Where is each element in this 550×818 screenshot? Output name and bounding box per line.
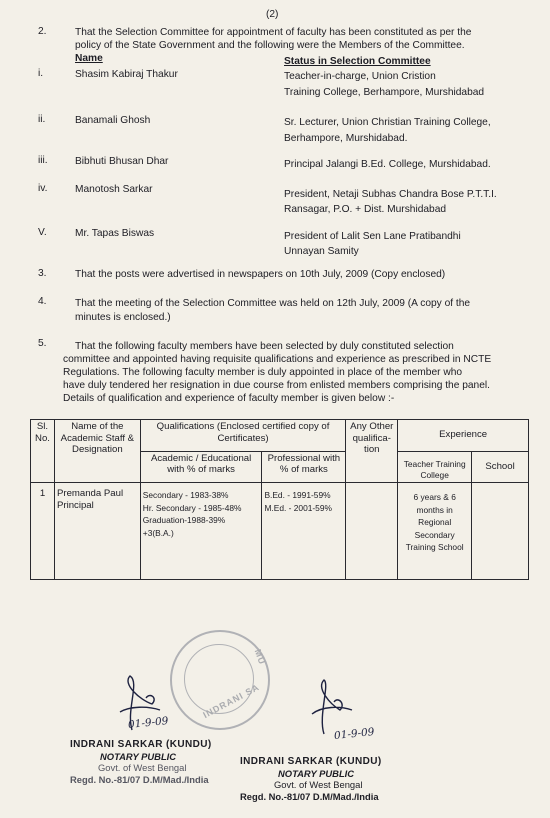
member-status-line-2: Training College, Berhampore, Murshidabad	[284, 87, 485, 98]
item-5-line: committee and appointed having requisite qualifications and experience as prescribed in NCTE	[63, 354, 492, 365]
academic-line: Graduation-1988-39%	[142, 515, 226, 525]
header-name-designation: Name of the Academic Staff & Designation	[54, 420, 140, 483]
cell-name-designation	[54, 483, 140, 580]
item-2-number: 2.	[38, 26, 47, 37]
experience-line: 6 years & 6	[413, 492, 456, 502]
experience-line: Regional	[418, 517, 452, 528]
experience-line: Training School	[405, 542, 464, 553]
seal-text: MU	[252, 647, 268, 667]
member-name: Mr. Tapas Biswas	[75, 228, 155, 239]
header-school: School	[472, 451, 529, 483]
header-qualifications: Qualifications (Enclosed certified copy of Certificates)	[140, 420, 346, 452]
item-5-line: have duly tendered her resignation in due course from enlisted members comprising the panel.	[63, 380, 490, 391]
header-teacher-training: Teacher Training College	[398, 451, 472, 483]
header-any-other: Any Other qualifica- tion	[346, 420, 398, 483]
cell-school-experience	[472, 483, 529, 580]
item-5-number: 5.	[38, 338, 47, 349]
member-name: Shasim Kabiraj Thakur	[75, 69, 178, 80]
member-number: ii.	[38, 114, 46, 125]
member-status-line-1: Teacher-in-charge, Union Cristion	[284, 71, 436, 82]
column-status-heading: Status in Selection Committee	[284, 56, 431, 67]
professional-line: B.Ed. - 1991-59%	[264, 490, 331, 500]
cell-academic	[140, 483, 262, 580]
signature-left-scribble	[100, 670, 220, 740]
member-status-line-1: President, Netaji Subhas Chandra Bose P.T.T.I.	[284, 189, 497, 200]
header-academic: Academic / Educational with % of marks	[140, 451, 262, 483]
experience-line: months in	[416, 504, 453, 515]
cell-teacher-experience	[398, 483, 472, 580]
academic-line: Hr. Secondary - 1985-48%	[142, 502, 242, 513]
header-professional: Professional with % of marks	[262, 451, 346, 483]
item-3-text: That the posts were advertised in newspapers on 10th July, 2009 (Copy enclosed)	[75, 269, 446, 280]
member-name: Bibhuti Bhusan Dhar	[75, 156, 169, 167]
notary-govt: Govt. of West Bengal	[274, 779, 363, 790]
member-name: Manotosh Sarkar	[75, 184, 153, 195]
notary-block-left	[70, 739, 212, 785]
cell-any-other	[346, 483, 398, 580]
member-number: iii.	[38, 155, 48, 166]
table-row	[31, 483, 529, 580]
member-status-line-2: Ransagar, P.O. + Dist. Murshidabad	[284, 204, 447, 215]
member-number: iv.	[38, 183, 48, 194]
item-5-line: Details of qualification and experience of faculty member is given below :-	[63, 393, 395, 404]
signature-right-date: 01-9-09	[333, 725, 376, 743]
seal-text: INDRANI SA	[201, 681, 262, 721]
staff-name: Premanda Paul	[56, 488, 124, 499]
experience-line: Secondary	[414, 529, 455, 540]
header-sl-no: Sl. No.	[31, 420, 55, 483]
member-name: Banamali Ghosh	[75, 115, 151, 126]
item-4-number: 4.	[38, 296, 47, 307]
academic-line: +3(B.A.)	[142, 527, 174, 538]
notary-name: INDRANI SARKAR (KUNDU)	[240, 756, 382, 767]
table-header-row	[31, 420, 529, 452]
notary-title: NOTARY PUBLIC	[278, 767, 355, 779]
professional-line: M.Ed. - 2001-59%	[264, 502, 332, 513]
item-2-line-1: That the Selection Committee for appointment of faculty has been constituted as per the	[75, 27, 472, 38]
notary-block-right	[240, 756, 382, 802]
member-status-line-2: Unnayan Samity	[284, 246, 359, 257]
page-number: (2)	[266, 9, 279, 20]
cell-professional	[262, 483, 346, 580]
notary-regd: Regd. No.-81/07 D.M/Mad./India	[70, 773, 209, 785]
item-5-line: Regulations. The following faculty member is duly appointed in place of the member who	[63, 367, 463, 378]
member-status-line-1: President of Lalit Sen Lane Pratibandhi	[284, 231, 461, 242]
member-status-line-1: Principal Jalangi B.Ed. College, Murshidabad.	[284, 159, 491, 170]
notary-name: INDRANI SARKAR (KUNDU)	[70, 739, 212, 750]
member-number: V.	[38, 227, 47, 238]
member-status-line-1: Sr. Lecturer, Union Christian Training College,	[284, 117, 491, 128]
item-4-line-1: That the meeting of the Selection Committee was held on 12th July, 2009 (A copy of the	[75, 298, 471, 309]
column-name-heading: Name	[75, 53, 103, 64]
header-experience: Experience	[398, 420, 529, 452]
staff-designation: Principal	[56, 499, 94, 511]
item-5-line: That the following faculty members have been selected by duly constituted selection	[75, 341, 454, 352]
cell-sl: 1	[31, 483, 55, 580]
member-status-line-2: Berhampore, Murshidabad.	[284, 133, 408, 144]
notary-title: NOTARY PUBLIC	[100, 750, 177, 762]
qualification-table	[30, 419, 529, 580]
member-number: i.	[38, 68, 44, 79]
notary-govt: Govt. of West Bengal	[98, 762, 187, 773]
item-2-line-2: policy of the State Government and the following were the Members of the Committee.	[75, 40, 465, 51]
item-4-line-2: minutes is enclosed.)	[75, 312, 171, 323]
academic-line: Secondary - 1983-38%	[142, 490, 229, 500]
notary-regd: Regd. No.-81/07 D.M/Mad./India	[240, 790, 379, 802]
item-3-number: 3.	[38, 268, 47, 279]
signature-left-date: 01-9-09	[127, 714, 170, 732]
